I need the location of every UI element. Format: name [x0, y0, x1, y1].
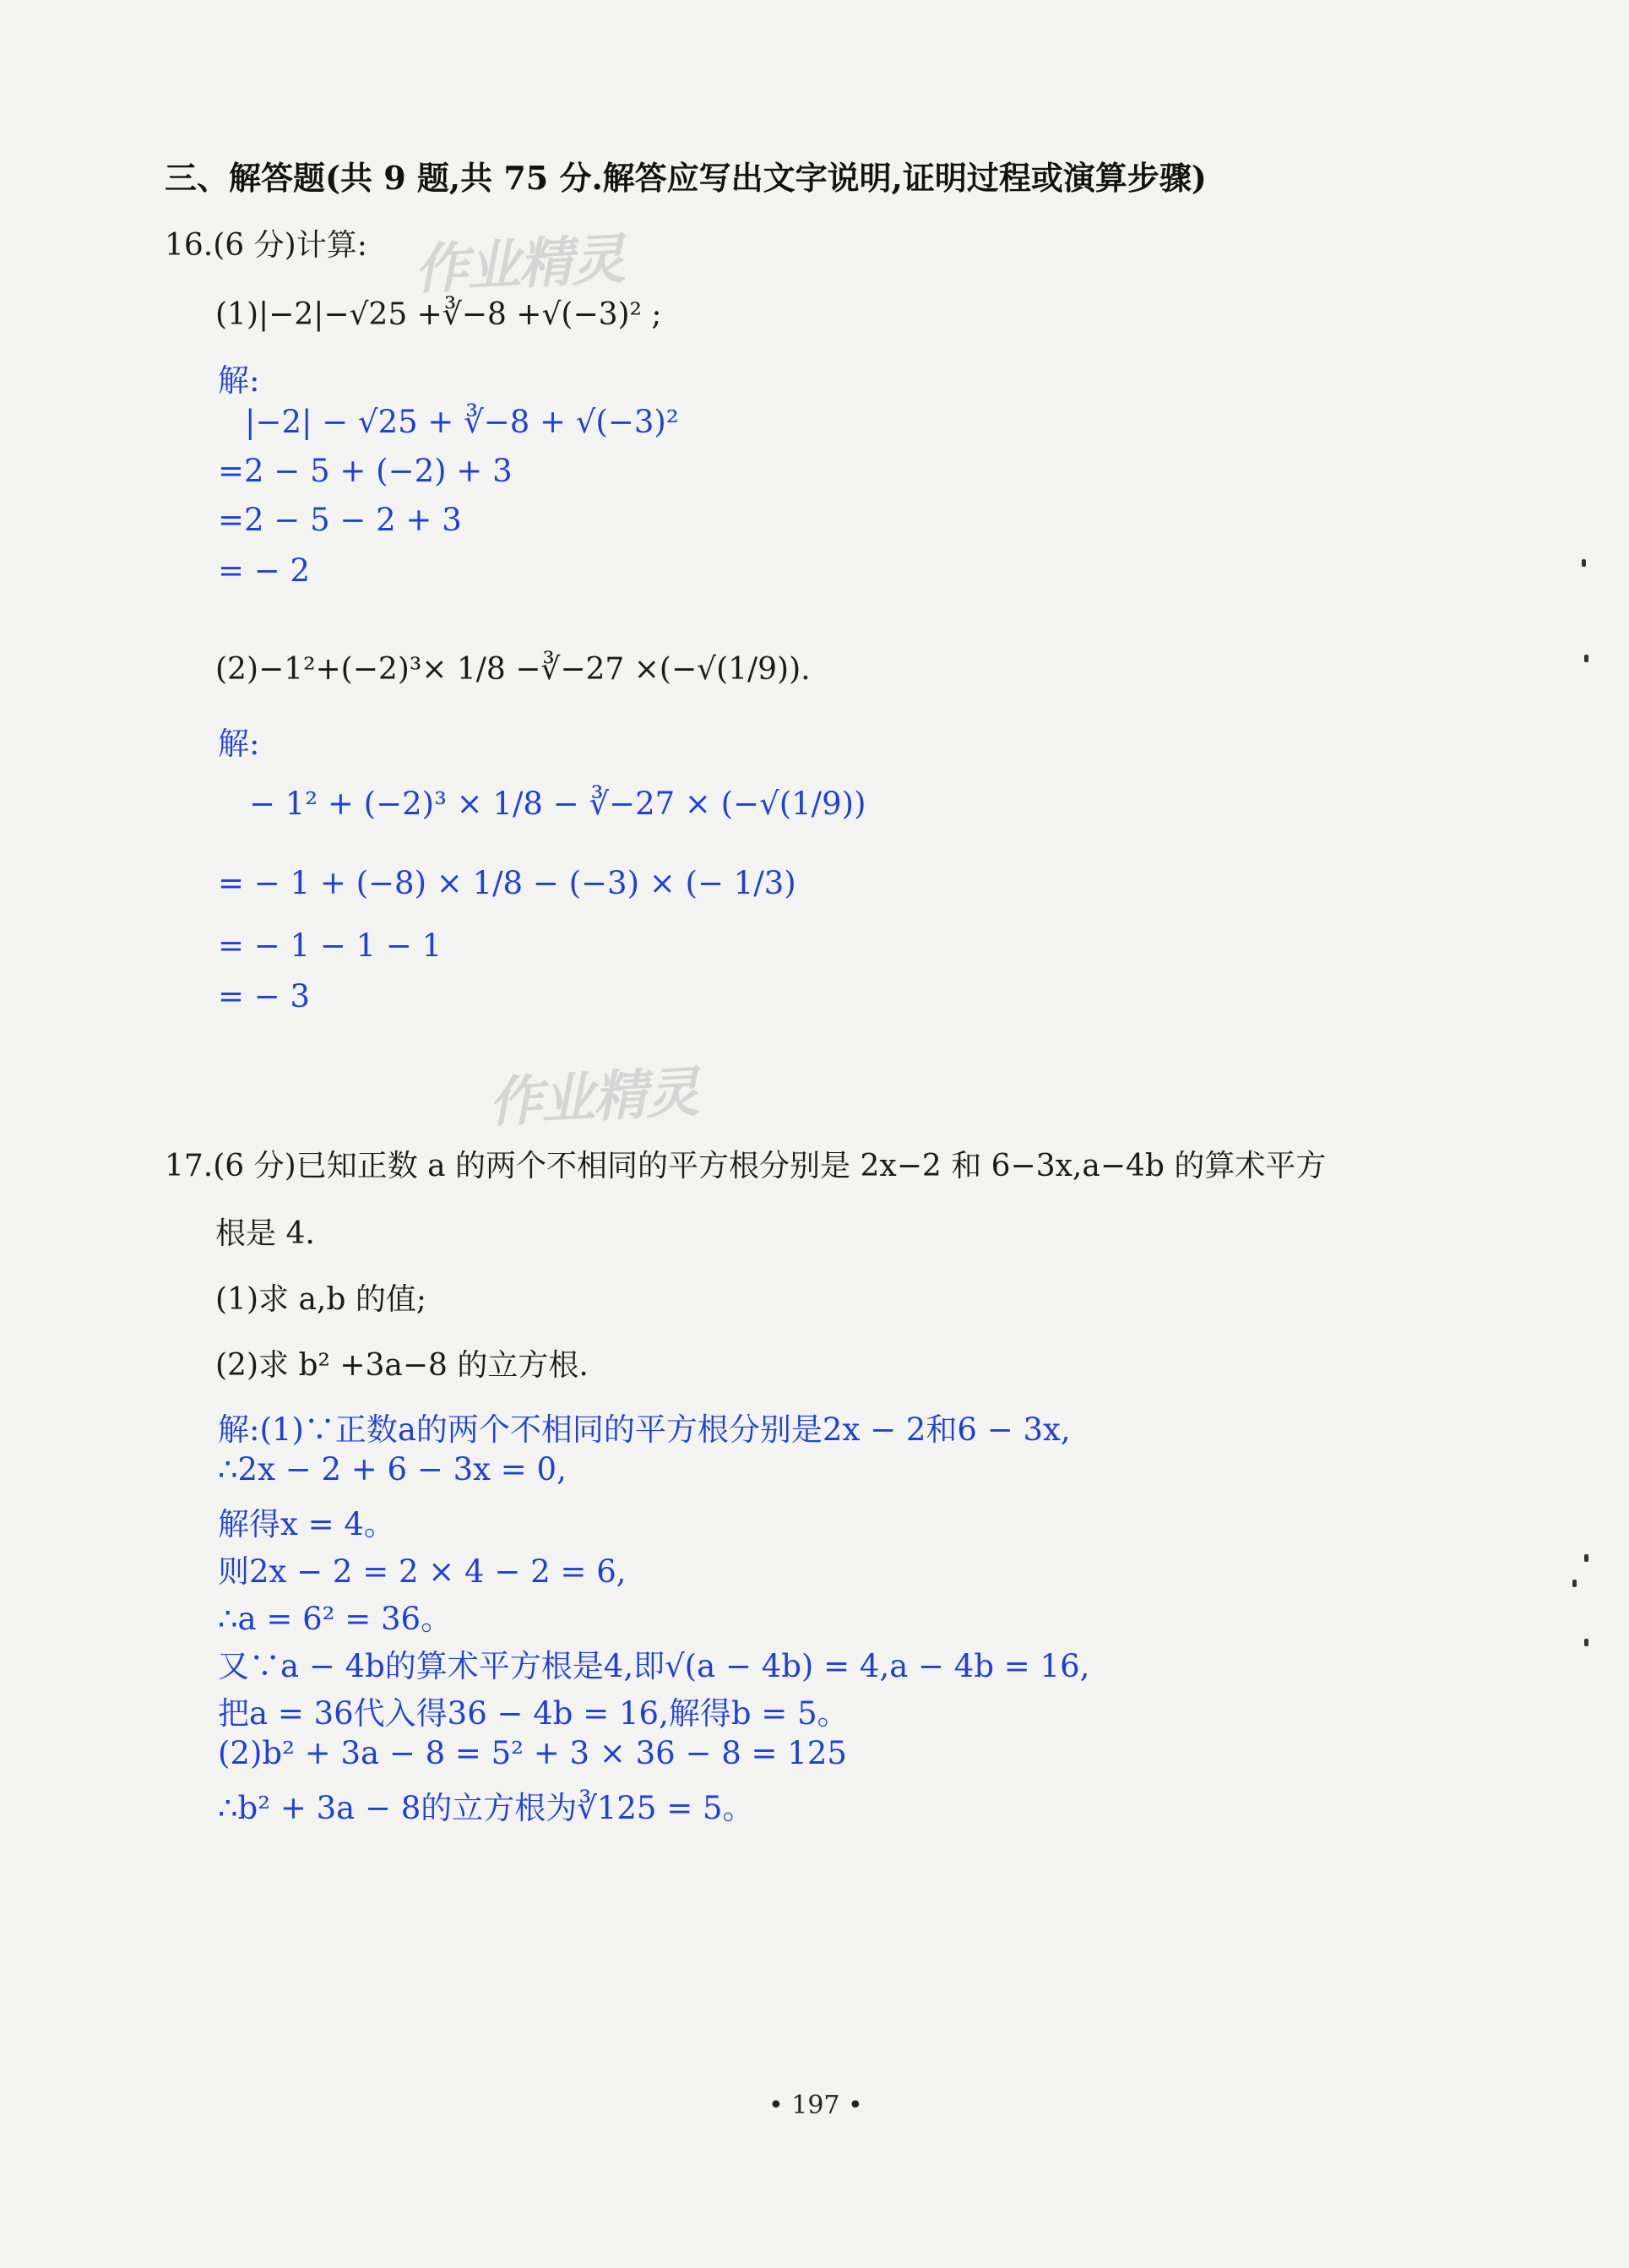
scan-speck [1582, 559, 1586, 567]
section-header: 三、解答题(共 9 题,共 75 分.解答应写出文字说明,证明过程或演算步骤) [165, 159, 1207, 197]
question-17-part1: (1)求 a,b 的值; [215, 1282, 426, 1317]
watermark: 作业精灵 [486, 1060, 700, 1135]
answer-line: ∴b² + 3a − 8的立方根为∛125 = 5。 [218, 1790, 754, 1826]
scan-speck [1584, 1554, 1588, 1562]
answer-line: 解得x = 4。 [218, 1506, 395, 1542]
answer-line: 则2x − 2 = 2 × 4 − 2 = 6, [218, 1553, 627, 1590]
answer-line: = − 2 [218, 552, 311, 589]
scan-speck [1572, 1580, 1577, 1587]
answer-line: − 1² + (−2)³ × 1/8 − ∛−27 × (−√(1/9)) [249, 786, 866, 822]
answer-line: (2)b² + 3a − 8 = 5² + 3 × 36 − 8 = 125 [218, 1735, 847, 1771]
question-16-stem: 16.(6 分)计算: [165, 228, 367, 263]
answer-line: 解: [218, 726, 260, 762]
answer-line: = − 1 + (−8) × 1/8 − (−3) × (− 1/3) [218, 865, 796, 901]
scan-speck [1584, 1639, 1588, 1646]
question-16-part2: (2)−1²+(−2)³× 1/8 −∛−27 ×(−√(1/9)). [215, 652, 811, 687]
answer-line: 又∵a − 4b的算术平方根是4,即√(a − 4b) = 4,a − 4b = 16, [218, 1648, 1090, 1684]
answer-line: = − 3 [218, 978, 311, 1014]
answer-line: 解:(1)∵正数a的两个不相同的平方根分别是2x − 2和6 − 3x, [218, 1411, 1071, 1448]
answer-line: ∴2x − 2 + 6 − 3x = 0, [218, 1451, 567, 1488]
question-16-part1: (1)|−2|−√25 +∛−8 +√(−3)² ; [215, 297, 662, 332]
answer-line: ∴a = 6² = 36。 [218, 1601, 453, 1637]
answer-line: |−2| − √25 + ∛−8 + √(−3)² [245, 404, 679, 440]
watermark: 作业精灵 [412, 227, 626, 302]
question-17-stem: 根是 4. [215, 1216, 315, 1251]
question-17-part2: (2)求 b² +3a−8 的立方根. [215, 1348, 589, 1383]
question-17-stem: 17.(6 分)已知正数 a 的两个不相同的平方根分别是 2x−2 和 6−3x,a−4b 的算术平方 [165, 1149, 1327, 1183]
answer-line: =2 − 5 − 2 + 3 [218, 502, 462, 538]
page-number: • 197 • [768, 2091, 863, 2120]
answer-line: =2 − 5 + (−2) + 3 [218, 453, 513, 489]
answer-line: = − 1 − 1 − 1 [218, 927, 443, 964]
answer-line: 解: [218, 362, 260, 399]
answer-line: 把a = 36代入得36 − 4b = 16,解得b = 5。 [218, 1695, 849, 1732]
scan-speck [1584, 655, 1588, 662]
